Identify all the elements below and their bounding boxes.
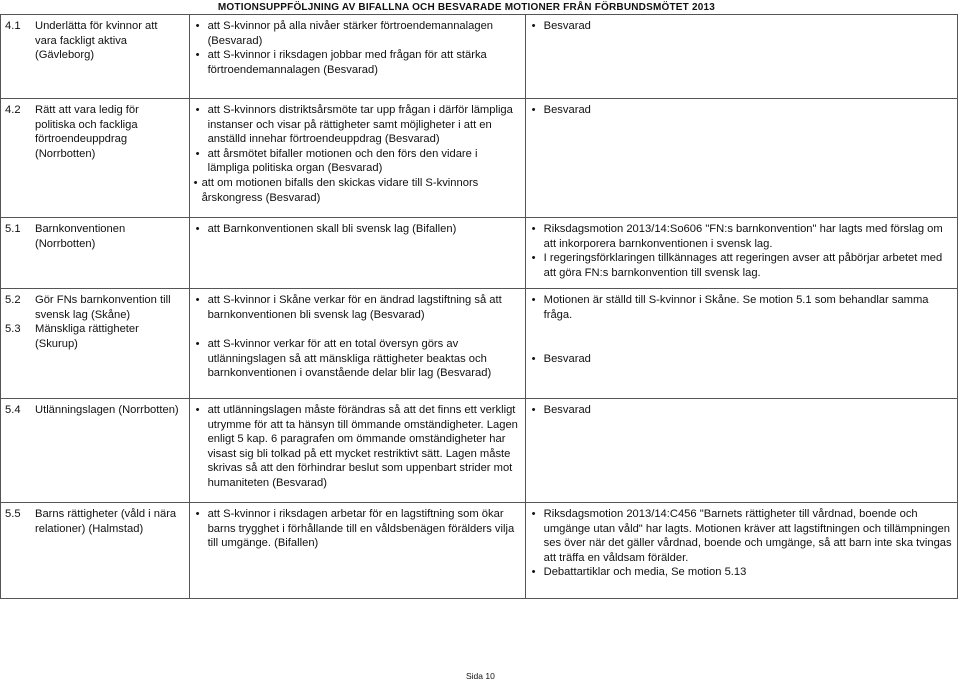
decision-cell	[189, 99, 525, 218]
table-row	[1, 289, 958, 399]
followup-cell	[525, 399, 957, 503]
motion-cell	[1, 399, 190, 503]
decision-cell	[189, 218, 525, 289]
decision-cell	[189, 289, 525, 399]
motion-cell	[1, 503, 190, 599]
decision-item: • att S-kvinnor i riksdagen arbetar för en lagstiftning som ökar barns trygghet i förhållande till en våldsbenägen förälders vilja till umgänge. (Bifallen)	[196, 507, 521, 551]
motion-number: 5.2	[5, 294, 21, 306]
page-number: Sida 10	[466, 671, 495, 681]
decision-item: • att S-kvinnor i Skåne verkar för en ändrad lagstiftning så att barnkonventionen bli svensk lag (Besvarad)	[196, 293, 521, 322]
table-row	[1, 15, 958, 99]
motion-number: 5.4	[5, 404, 21, 416]
followup-cell	[525, 15, 957, 99]
table-row	[1, 503, 958, 599]
motion-number: 5.3	[5, 323, 21, 336]
followup-item: • Besvarad	[532, 352, 953, 367]
followup-item: • Riksdagsmotion 2013/14:C456 "Barnets rättigheter till vårdnad, boende och umgänge utan våld" har lagts. Motionen kräver att lagstiftningen och tillämpningen ses över när det gäller vårdnad, boende och umgänge, så att barn inte ska tvingas att träffa en våldsam förälder.	[532, 507, 953, 565]
followup-item: • Besvarad	[532, 403, 953, 418]
table-row	[1, 218, 958, 289]
motion-title: Barns rättigheter (våld i nära relationer) (Halmstad)	[35, 508, 177, 535]
followup-item: • Debattartiklar och media, Se motion 5.13	[532, 565, 953, 580]
motion-number: 5.1	[5, 223, 21, 235]
table-row	[1, 399, 958, 503]
decision-item: • att S-kvinnor på alla nivåer stärker förtroendemannalagen (Besvarad)	[196, 19, 521, 48]
motion-cell	[1, 289, 190, 399]
followup-cell	[525, 99, 957, 218]
motion-table	[0, 14, 958, 599]
motion-number: 4.2	[5, 104, 21, 116]
decision-item: • att Barnkonventionen skall bli svensk lag (Bifallen)	[196, 222, 521, 237]
decision-item: • att årsmötet bifaller motionen och den förs den vidare i lämpliga politiska organ (Besvarad)	[196, 147, 521, 176]
followup-item: • I regeringsförklaringen tillkännages att regeringen avser att påbörjar arbetet med att göra FN:s barnkonvention till svensk lag.	[532, 251, 953, 280]
motion-number: 4.1	[5, 20, 21, 32]
followup-cell	[525, 218, 957, 289]
motion-title: Rätt att vara ledig för politiska och fackliga förtroendeuppdrag (Norrbotten)	[35, 104, 139, 160]
motion-cell	[1, 99, 190, 218]
motion-cell	[1, 218, 190, 289]
decision-item: • att utlänningslagen måste förändras så att det finns ett verkligt utrymme för att ta hänsyn till ömmande omständigheter. Lagen enligt 5 kap. 6 paragrafen om ömmande omständigheter har visast sig bli tolkad på ett mycket restriktivt sätt. Lagen måste skrivas så att den förhindrar beslut som uppenbart strider mot humaniteten (Besvarad)	[196, 403, 521, 491]
motion-title: Underlätta för kvinnor att vara fackligt aktiva (Gävleborg)	[35, 20, 158, 62]
decision-item: • att S-kvinnor i riksdagen jobbar med frågan för att stärka förtroendemannalagen (Besvarad)	[196, 48, 521, 77]
followup-cell	[525, 503, 957, 599]
followup-cell	[525, 289, 957, 399]
page-header	[0, 0, 960, 14]
decision-item: • att om motionen bifalls den skickas vidare till S-kvinnors årskongress (Besvarad)	[196, 176, 521, 205]
motion-number: 5.5	[5, 508, 21, 520]
motion-title: Barnkonventionen (Norrbotten)	[35, 223, 126, 250]
table-row	[1, 99, 958, 218]
decision-cell	[189, 399, 525, 503]
decision-cell	[189, 503, 525, 599]
motion-title: Mänskliga rättigheter (Skurup)	[35, 323, 139, 350]
header-title: MOTIONSUPPFÖLJNING AV BIFALLNA OCH BESVARADE MOTIONER FRÅN FÖRBUNDSMÖTET 2013	[217, 2, 715, 13]
motion-title: Utlänningslagen (Norrbotten)	[35, 404, 179, 416]
followup-item: • Besvarad	[532, 103, 953, 118]
decision-item: • att S-kvinnor verkar för att en total översyn görs av utlänningslagen så att mänskliga rättigheter beaktas och barnkonventionen i ovanstående delar blir lag (Besvarad)	[196, 337, 521, 381]
motion-cell	[1, 15, 190, 99]
followup-item: • Motionen är ställd till S-kvinnor i Skåne. Se motion 5.1 som behandlar samma fråga.	[532, 293, 953, 322]
followup-item: • Riksdagsmotion 2013/14:So606 "FN:s barnkonvention" har lagts med förslag om att inkorporera barnkonventionen i svensk lag.	[532, 222, 953, 251]
decision-item: • att S-kvinnors distriktsårsmöte tar upp frågan i därför lämpliga instanser och visar på rättigheter samt möjligheter i att en anställd innehar förtroendeuppdrag (Besvarad)	[196, 103, 521, 147]
followup-item: • Besvarad	[532, 19, 953, 34]
decision-cell	[189, 15, 525, 99]
motion-title: Gör FNs barnkonvention till svensk lag (Skåne)	[35, 294, 171, 321]
